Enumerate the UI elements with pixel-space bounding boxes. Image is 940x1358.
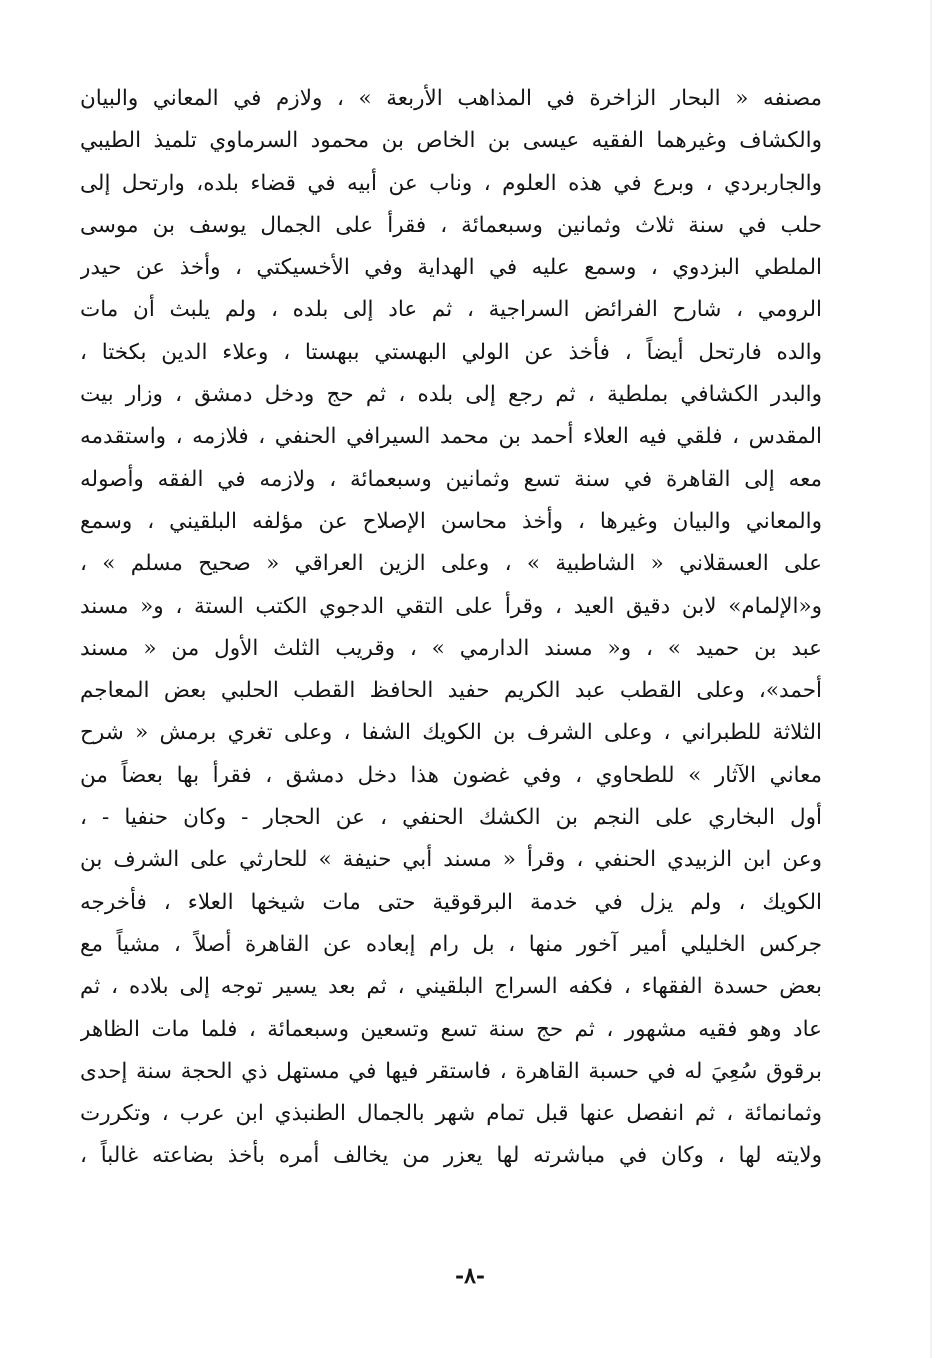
text-line: وثمانمائة ، ثم انفصل عنها قبل تمام شهر بالجمال الطنبذي ابن عرب ، وتكررت <box>80 1101 822 1127</box>
text-line: أحمد»، وعلى القطب عبد الكريم حفيد الحافظ القطب الحلبي بعض المعاجم <box>80 678 822 704</box>
text-line: الكويك ، ولم يزل في خدمة البرقوقية حتى مات شيخها العلاء ، فأخرجه <box>80 889 822 915</box>
page-number: -٨- <box>454 1263 486 1289</box>
text-line: و«الإلمام» لابن دقيق العيد ، وقرأ على التقي الدجوي الكتب الستة ، و« مسند <box>80 593 822 619</box>
text-line: جركس الخليلي أمير آخور منها ، بل رام إبعاده عن القاهرة أصلاً ، مشياً مع <box>80 931 822 957</box>
text-line: مصنفه « البحار الزاخرة في المذاهب الأربعة » ، ولازم في المعاني والبيان <box>80 86 822 111</box>
text-line: وعن ابن الزبيدي الحنفي ، وقرأ « مسند أبي حنيفة » للحارثي على الشرف بن <box>80 847 822 873</box>
text-line: حلب في سنة ثلاث وثمانين وسبعمائة ، فقرأ على الجمال يوسف بن موسى <box>80 212 822 238</box>
text-line: معاني الآثار » للطحاوي ، وفي غضون هذا دخل دمشق ، فقرأ بها بعضاً من <box>80 762 822 788</box>
text-line: الملطي البزدوي ، وسمع عليه في الهداية وفي الأخسيكتي ، وأخذ عن حيدر <box>80 255 822 281</box>
text-line: المقدس ، فلقي فيه العلاء أحمد بن محمد السيرافي الحنفي ، فلازمه ، واستقدمه <box>80 424 822 450</box>
text-line: بعض حسدة الفقهاء ، فكفه السراج البلقيني ، ثم بعد يسير توجه إلى بلاده ، ثم <box>80 974 822 1000</box>
text-line: الثلاثة للطبراني ، وعلى الشرف بن الكويك الشفا ، وعلى تغري برمش « شرح <box>80 720 822 746</box>
text-line: عبد بن حميد » ، و« مسند الدارمي » ، وقريب الثلث الأول من « مسند <box>80 635 822 661</box>
text-line: برقوق سُعِيَ له في حسبة القاهرة ، فاستقر فيها في مستهل ذي الحجة سنة إحدى <box>80 1058 822 1084</box>
text-line: عاد وهو فقيه مشهور ، ثم حج سنة تسع وتسعين وسبعمائة ، فلما مات الظاهر <box>80 1016 822 1042</box>
body-text <box>80 78 822 1178</box>
text-line: على العسقلاني « الشاطبية » ، وعلى الزين العراقي « صحيح مسلم » ، <box>80 551 822 577</box>
text-line: أول البخاري على النجم بن الكشك الحنفي ، عن الحجار - وكان حنفيا - ، <box>80 805 822 831</box>
scan-edge <box>930 0 932 1358</box>
text-line: والبدر الكشافي بملطية ، ثم رجع إلى بلده ، ثم حج ودخل دمشق ، وزار بيت <box>80 382 822 408</box>
text-line: الرومي ، شارح الفرائض السراجية ، ثم عاد إلى بلده ، ولم يلبث أن مات <box>80 297 822 323</box>
text-line: ولايته لها ، وكان في مباشرته لها يعزر من يخالف أمره بأخذ بضاعته غالباً ، <box>80 1143 822 1169</box>
text-line: معه إلى القاهرة في سنة تسع وثمانين وسبعمائة ، ولازمه في الفقه وأصوله <box>80 466 822 492</box>
text-line: والكشاف وغيرهما الفقيه عيسى بن الخاص بن محمود السرماوي تلميذ الطيبي <box>80 128 822 154</box>
text-line: والده فارتحل أيضاً ، فأخذ عن الولي البهستي ببهستا ، وعلاء الدين بكختا ، <box>80 339 822 365</box>
text-line: والمعاني والبيان وغيرها ، وأخذ محاسن الإصلاح عن مؤلفه البلقيني ، وسمع <box>80 508 822 534</box>
text-line: والجاربردي ، وبرع في هذه العلوم ، وناب عن أبيه في قضاء بلده، وارتحل إلى <box>80 170 822 196</box>
